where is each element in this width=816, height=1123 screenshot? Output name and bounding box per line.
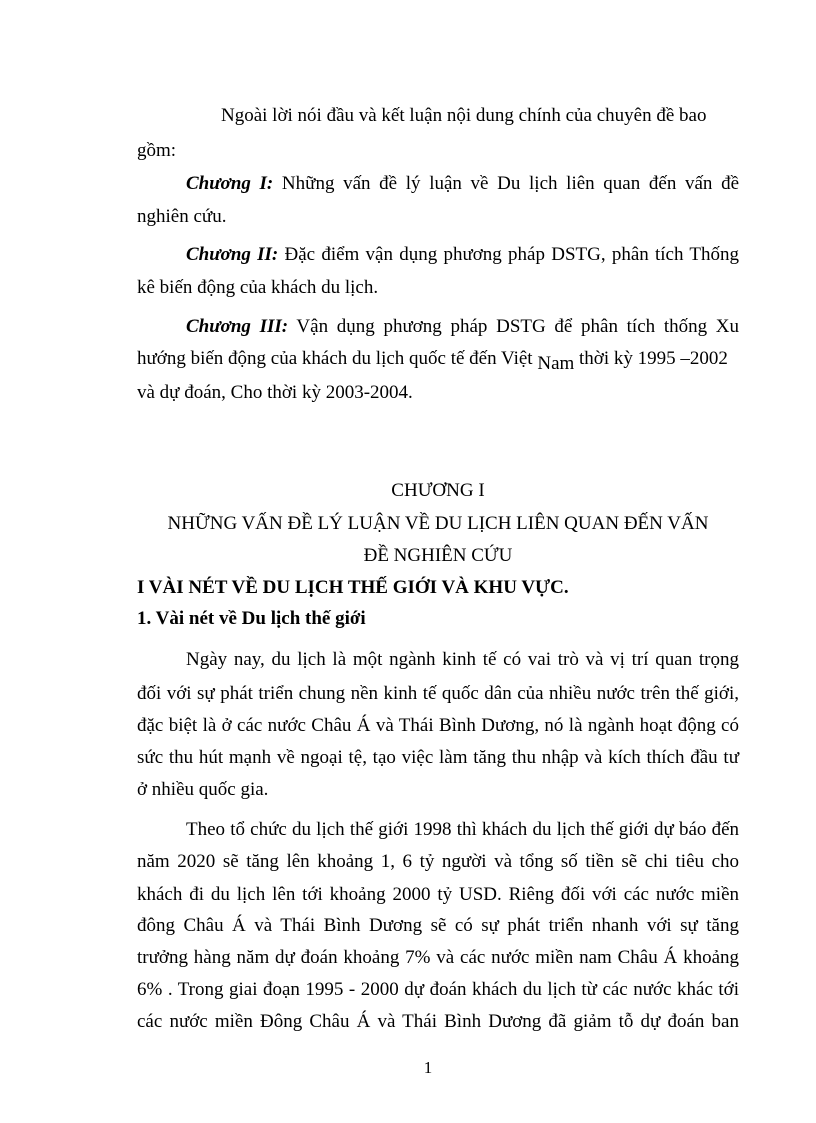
chapter-subtitle-line-2: ĐỀ NGHIÊN CỨU <box>363 545 513 566</box>
chapter-1-label: Chương I: <box>186 173 274 194</box>
chapter-1-summary-line-2: nghiên cứu. <box>137 206 227 227</box>
paragraph-1-line-5: ở nhiều quốc gia. <box>137 779 269 800</box>
paragraph-2-line-4: đông Châu Á và Thái Bình Dương sẽ có sự phát triển nhanh với sự tăng <box>137 915 739 936</box>
chapter-3-summary-line-1 <box>186 315 739 339</box>
chapter-3-text: Vận dụng phương pháp DSTG để phân tích thống Xu <box>288 316 740 337</box>
page-number: 1 <box>423 1058 433 1077</box>
chapter-subtitle-line-1: NHỮNG VẤN ĐỀ LÝ LUẬN VỀ DU LỊCH LIÊN QUAN ĐẾN VẤN <box>167 513 709 534</box>
section-heading: I VÀI NÉT VỀ DU LỊCH THẾ GIỚI VÀ KHU VỰC. <box>137 577 569 598</box>
paragraph-1-line-1: Ngày nay, du lịch là một ngành kinh tế có vai trò và vị trí quan trọng <box>186 649 739 670</box>
chapter-2-summary-line-1 <box>186 243 739 267</box>
chapter-2-label: Chương II: <box>186 244 279 265</box>
paragraph-2-line-2: năm 2020 sẽ tăng lên khoảng 1, 6 tỷ người và tổng số tiền sẽ chi tiêu cho <box>137 851 739 872</box>
chapter-3-summary-line-2 <box>137 347 728 374</box>
chapter-1-summary-line-1 <box>186 172 739 196</box>
chapter-3-line-2b: Nam <box>537 353 575 374</box>
intro-line-2: gồm: <box>137 140 177 161</box>
chapter-3-line-2a: hướng biến động của khách du lịch quốc tế đến Việt <box>137 348 538 369</box>
chapter-2-summary-line-2: kê biến động của khách du lịch. <box>137 277 379 298</box>
paragraph-1-line-3: đặc biệt là ở các nước Châu Á và Thái Bình Dương, nó là ngành hoạt động có <box>137 715 739 736</box>
paragraph-2-line-3: khách đi du lịch lên tới khoảng 2000 tỷ USD. Riêng đối với các nước miền <box>137 884 739 905</box>
paragraph-2-line-1: Theo tổ chức du lịch thế giới 1998 thì khách du lịch thế giới dự báo đến <box>186 819 739 840</box>
chapter-title: CHƯƠNG I <box>391 480 485 501</box>
paragraph-1-line-4: sức thu hút mạnh về ngoại tệ, tạo việc làm tăng thu nhập và kích thích đầu tư <box>137 747 739 768</box>
intro-line-1: Ngoài lời nói đầu và kết luận nội dung chính của chuyên đề bao <box>221 105 707 126</box>
paragraph-2-line-6: 6% . Trong giai đoạn 1995 - 2000 dự đoán khách du lịch từ các nước khác tới <box>137 979 739 1000</box>
paragraph-2-line-5: trưởng hàng năm dự đoán khoảng 7% và các nước miền nam Châu Á khoảng <box>137 947 739 968</box>
subsection-heading: 1. Vài nét về Du lịch thế giới <box>137 608 366 629</box>
chapter-3-label: Chương III: <box>186 316 289 337</box>
chapter-2-text: Đặc điểm vận dụng phương pháp DSTG, phân tích Thống <box>278 244 739 265</box>
chapter-3-line-2c: thời kỳ 1995 –2002 <box>574 348 728 369</box>
chapter-1-text: Những vấn đề lý luận về Du lịch liên quan đến vấn đề <box>273 173 739 194</box>
paragraph-1-line-2: đối với sự phát triển chung nền kinh tế quốc dân của nhiều nước trên thế giới, <box>137 683 739 704</box>
paragraph-2-line-7: các nước miền Đông Châu Á và Thái Bình Dương đã giảm tỗ dự đoán ban <box>137 1011 739 1032</box>
chapter-3-summary-line-3: và dự đoán, Cho thời kỳ 2003-2004. <box>137 382 413 403</box>
